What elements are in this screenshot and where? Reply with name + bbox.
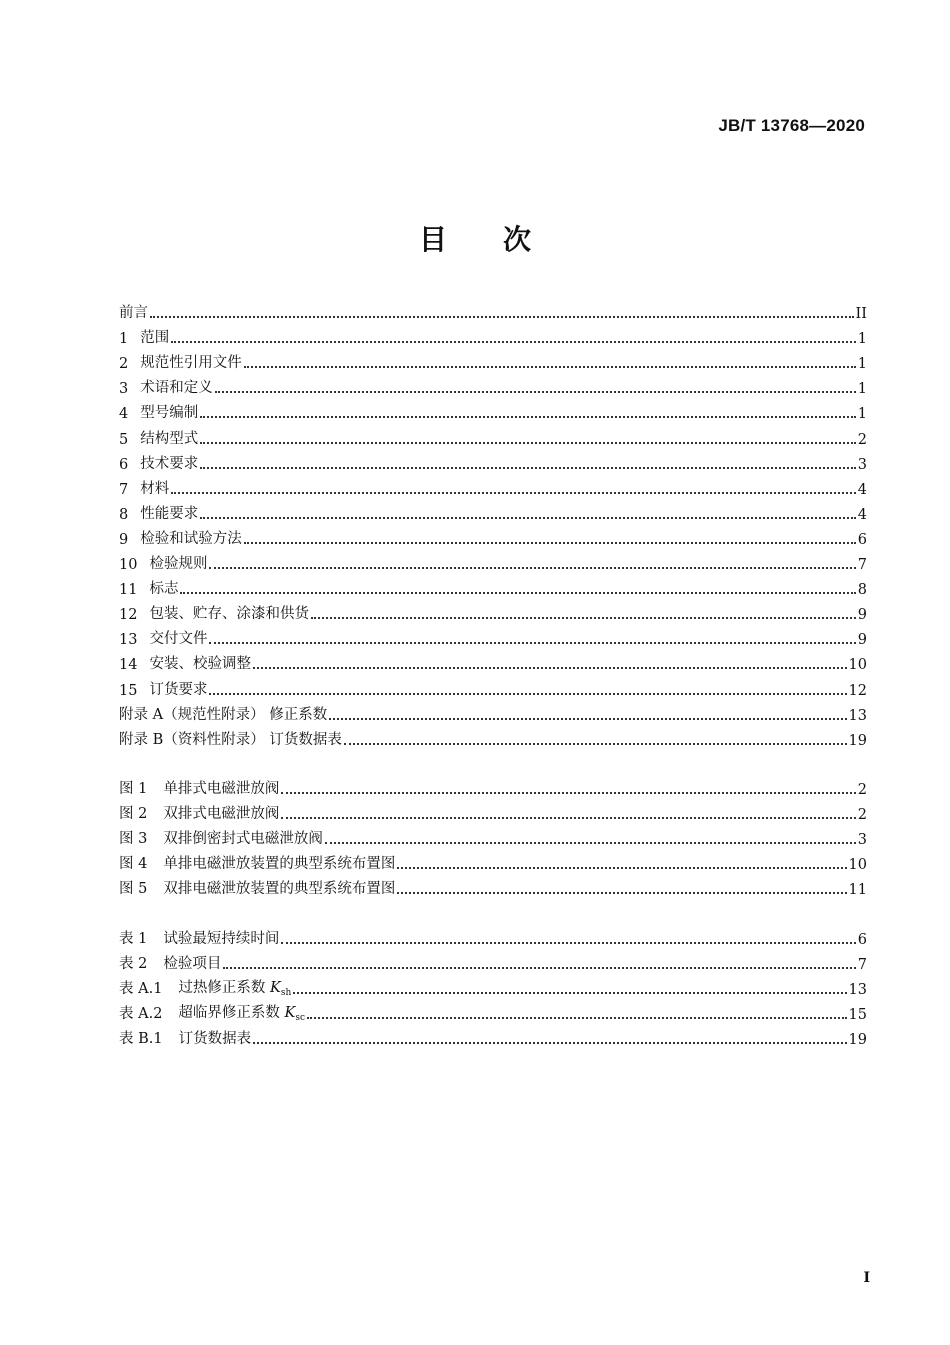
toc-entry-number: 11 [119, 582, 138, 599]
dot-leader [253, 1042, 846, 1044]
toc-entry[interactable] [119, 623, 867, 648]
toc-entry[interactable] [119, 297, 867, 322]
toc-entry-label: 检验规则 [149, 556, 208, 573]
figure-entry-label: 单排式电磁泄放阀 [163, 781, 280, 798]
figure-entry-page: 2 [857, 782, 867, 799]
table-entry-page: 7 [857, 957, 867, 974]
symbol-subscript: sh [280, 988, 292, 999]
toc-entry[interactable] [119, 699, 867, 724]
table-entry-page: 19 [848, 1032, 867, 1049]
toc-figures [119, 773, 867, 898]
page-title: 目次 [418, 223, 587, 256]
figure-entry-number: 图 2 [119, 806, 148, 823]
toc-entry-page: 4 [857, 506, 867, 523]
toc-entry-number: 10 [119, 557, 138, 574]
toc-entry[interactable] [119, 397, 867, 422]
dot-leader [311, 617, 856, 619]
toc-entry-label: 术语和定义 [140, 380, 213, 397]
table-entry-number: 表 1 [119, 931, 148, 948]
figure-entry-label: 双排电磁泄放装置的典型系统布置图 [163, 881, 396, 898]
dot-leader [223, 967, 855, 969]
toc-entry-number: 7 [119, 481, 129, 498]
dot-leader [281, 792, 855, 794]
toc-tables [119, 923, 867, 1048]
table-entry-page: 15 [848, 1007, 867, 1024]
toc-entry-page: 19 [848, 732, 867, 749]
toc-entry[interactable] [119, 498, 867, 523]
toc-entry-label: 规范性引用文件 [140, 355, 242, 372]
toc-entry[interactable] [119, 322, 867, 347]
table-entry[interactable] [119, 973, 867, 998]
toc-entry-page: 12 [848, 682, 867, 699]
toc-entry-page: 8 [857, 582, 867, 599]
dot-leader [200, 442, 856, 444]
toc-entry[interactable] [119, 573, 867, 598]
figure-entry[interactable] [119, 773, 867, 798]
table-entry-label: 超临界修正系数 $K_{sc}$ [178, 1005, 306, 1024]
table-entry-label: 检验项目 [163, 956, 222, 973]
figure-entry-label: 双排倒密封式电磁泄放阀 [163, 831, 323, 848]
figure-entry-page: 10 [848, 857, 867, 874]
toc-entry-number: 14 [119, 657, 138, 674]
figure-entry[interactable] [119, 848, 867, 873]
toc-entry-label: 包装、贮存、涂漆和供货 [149, 606, 309, 623]
toc-entry-number: 5 [119, 431, 129, 448]
dot-leader [307, 1017, 847, 1019]
toc-entry[interactable] [119, 473, 867, 498]
toc-entry-page: 13 [848, 707, 867, 724]
figure-entry-label: 双排式电磁泄放阀 [163, 806, 280, 823]
toc-entry[interactable] [119, 523, 867, 548]
toc-entry-page: 3 [857, 456, 867, 473]
toc-entry-number: 9 [119, 531, 129, 548]
figure-entry-number: 图 4 [119, 856, 148, 873]
table-entry-label: 试验最短持续时间 [163, 931, 280, 948]
dot-leader [281, 817, 855, 819]
symbol-variable: K [270, 980, 281, 997]
table-entry-number: 表 2 [119, 956, 148, 973]
dot-leader [209, 642, 855, 644]
toc-entry[interactable] [119, 673, 867, 698]
toc-entry-number: 3 [119, 381, 129, 398]
dot-leader [171, 341, 856, 343]
dot-leader [329, 718, 846, 720]
toc-entry-number: 附录 B [119, 731, 164, 748]
toc-entry[interactable] [119, 422, 867, 447]
toc-entry-page: 1 [857, 331, 867, 348]
toc-entry-page: 1 [857, 406, 867, 423]
figure-entry[interactable] [119, 798, 867, 823]
dot-leader [200, 416, 856, 418]
toc-entry-number: 15 [119, 682, 138, 699]
toc-entry-page: 9 [857, 607, 867, 624]
dot-leader [180, 592, 855, 594]
toc-entry-number: 4 [119, 406, 129, 423]
toc-entry-page: II [855, 306, 867, 323]
table-entry-page: 13 [848, 982, 867, 999]
toc-entry-number: 2 [119, 356, 129, 373]
toc-entry-label: 结构型式 [140, 430, 199, 447]
toc-entry-label: 安装、校验调整 [149, 656, 251, 673]
toc-entry-label: 材料 [140, 480, 170, 497]
table-entry-number: 表 A.1 [119, 981, 163, 998]
figure-entry-page: 3 [857, 832, 867, 849]
dot-leader [215, 391, 856, 393]
toc-entry-label: 性能要求 [140, 505, 199, 522]
toc-entry-label: 交付文件 [149, 631, 208, 648]
toc-entry-label: 前言 [119, 305, 148, 322]
toc-entry-page: 7 [857, 557, 867, 574]
page-number: I [863, 1270, 870, 1286]
toc-entry[interactable] [119, 648, 867, 673]
dot-leader [397, 867, 846, 869]
dot-leader [281, 942, 855, 944]
toc-entry-number: 13 [119, 632, 138, 649]
figure-entry-page: 11 [848, 882, 867, 899]
toc-entry[interactable] [119, 548, 867, 573]
toc-entry-label: 范围 [140, 330, 170, 347]
toc-entry-number: 8 [119, 506, 129, 523]
toc-entry[interactable] [119, 347, 867, 372]
dot-leader [209, 567, 855, 569]
dot-leader [171, 492, 856, 494]
dot-leader [344, 743, 847, 745]
table-entry-label: 过热修正系数 $K_{sh}$ [178, 980, 292, 999]
figure-entry[interactable] [119, 873, 867, 898]
figure-entry-page: 2 [857, 807, 867, 824]
toc-entry-page: 9 [857, 632, 867, 649]
table-entry-label: 订货数据表 [178, 1031, 252, 1048]
dot-leader [244, 542, 856, 544]
table-entry[interactable] [119, 998, 867, 1023]
toc-entry-label: 标志 [149, 581, 179, 598]
dot-leader [200, 467, 856, 469]
toc-entry[interactable] [119, 598, 867, 623]
dot-leader [200, 517, 856, 519]
table-entry[interactable] [119, 923, 867, 948]
toc-entry-label: 技术要求 [140, 455, 199, 472]
toc-entry-label: （资料性附录） 订货数据表 [163, 731, 342, 748]
dot-leader [244, 366, 856, 368]
toc-entry-label: （规范性附录） 修正系数 [163, 706, 328, 723]
toc-entry-label: 订货要求 [149, 681, 208, 698]
dot-leader [150, 316, 854, 318]
toc-entry-page: 10 [848, 657, 867, 674]
toc-entry-label: 型号编制 [140, 405, 199, 422]
toc-entry-number: 6 [119, 456, 129, 473]
dot-leader [209, 693, 846, 695]
figure-entry-number: 图 1 [119, 781, 148, 798]
toc-entry-page: 6 [857, 531, 867, 548]
dot-leader [253, 667, 847, 669]
dot-leader [397, 892, 846, 894]
toc-entry[interactable] [119, 724, 867, 749]
toc-entry-number: 1 [119, 331, 129, 348]
toc-entry-page: 1 [857, 356, 867, 373]
toc-entry-number: 12 [119, 607, 138, 624]
toc-entry-number: 附录 A [119, 706, 164, 723]
figure-entry-label: 单排电磁泄放装置的典型系统布置图 [163, 856, 396, 873]
symbol-variable: K [284, 1005, 296, 1022]
figure-entry-number: 图 5 [119, 881, 148, 898]
symbol-subscript: sc [295, 1013, 306, 1024]
dot-leader [293, 992, 846, 994]
toc-sections [119, 297, 867, 749]
table-entry[interactable] [119, 1023, 867, 1048]
toc-entry-label: 检验和试验方法 [140, 530, 242, 547]
table-entry-page: 6 [857, 932, 867, 949]
toc-entry-page: 2 [857, 431, 867, 448]
table-entry-number: 表 A.2 [119, 1006, 163, 1023]
toc-entry[interactable] [119, 372, 867, 397]
toc-entry[interactable] [119, 448, 867, 473]
table-entry[interactable] [119, 948, 867, 973]
toc-entry-page: 1 [857, 381, 867, 398]
table-entry-number: 表 B.1 [119, 1031, 163, 1048]
figure-entry-number: 图 3 [119, 831, 148, 848]
figure-entry[interactable] [119, 823, 867, 848]
dot-leader [325, 842, 856, 844]
toc-entry-page: 4 [857, 481, 867, 498]
standard-code: JB/T 13768—2020 [718, 116, 865, 135]
